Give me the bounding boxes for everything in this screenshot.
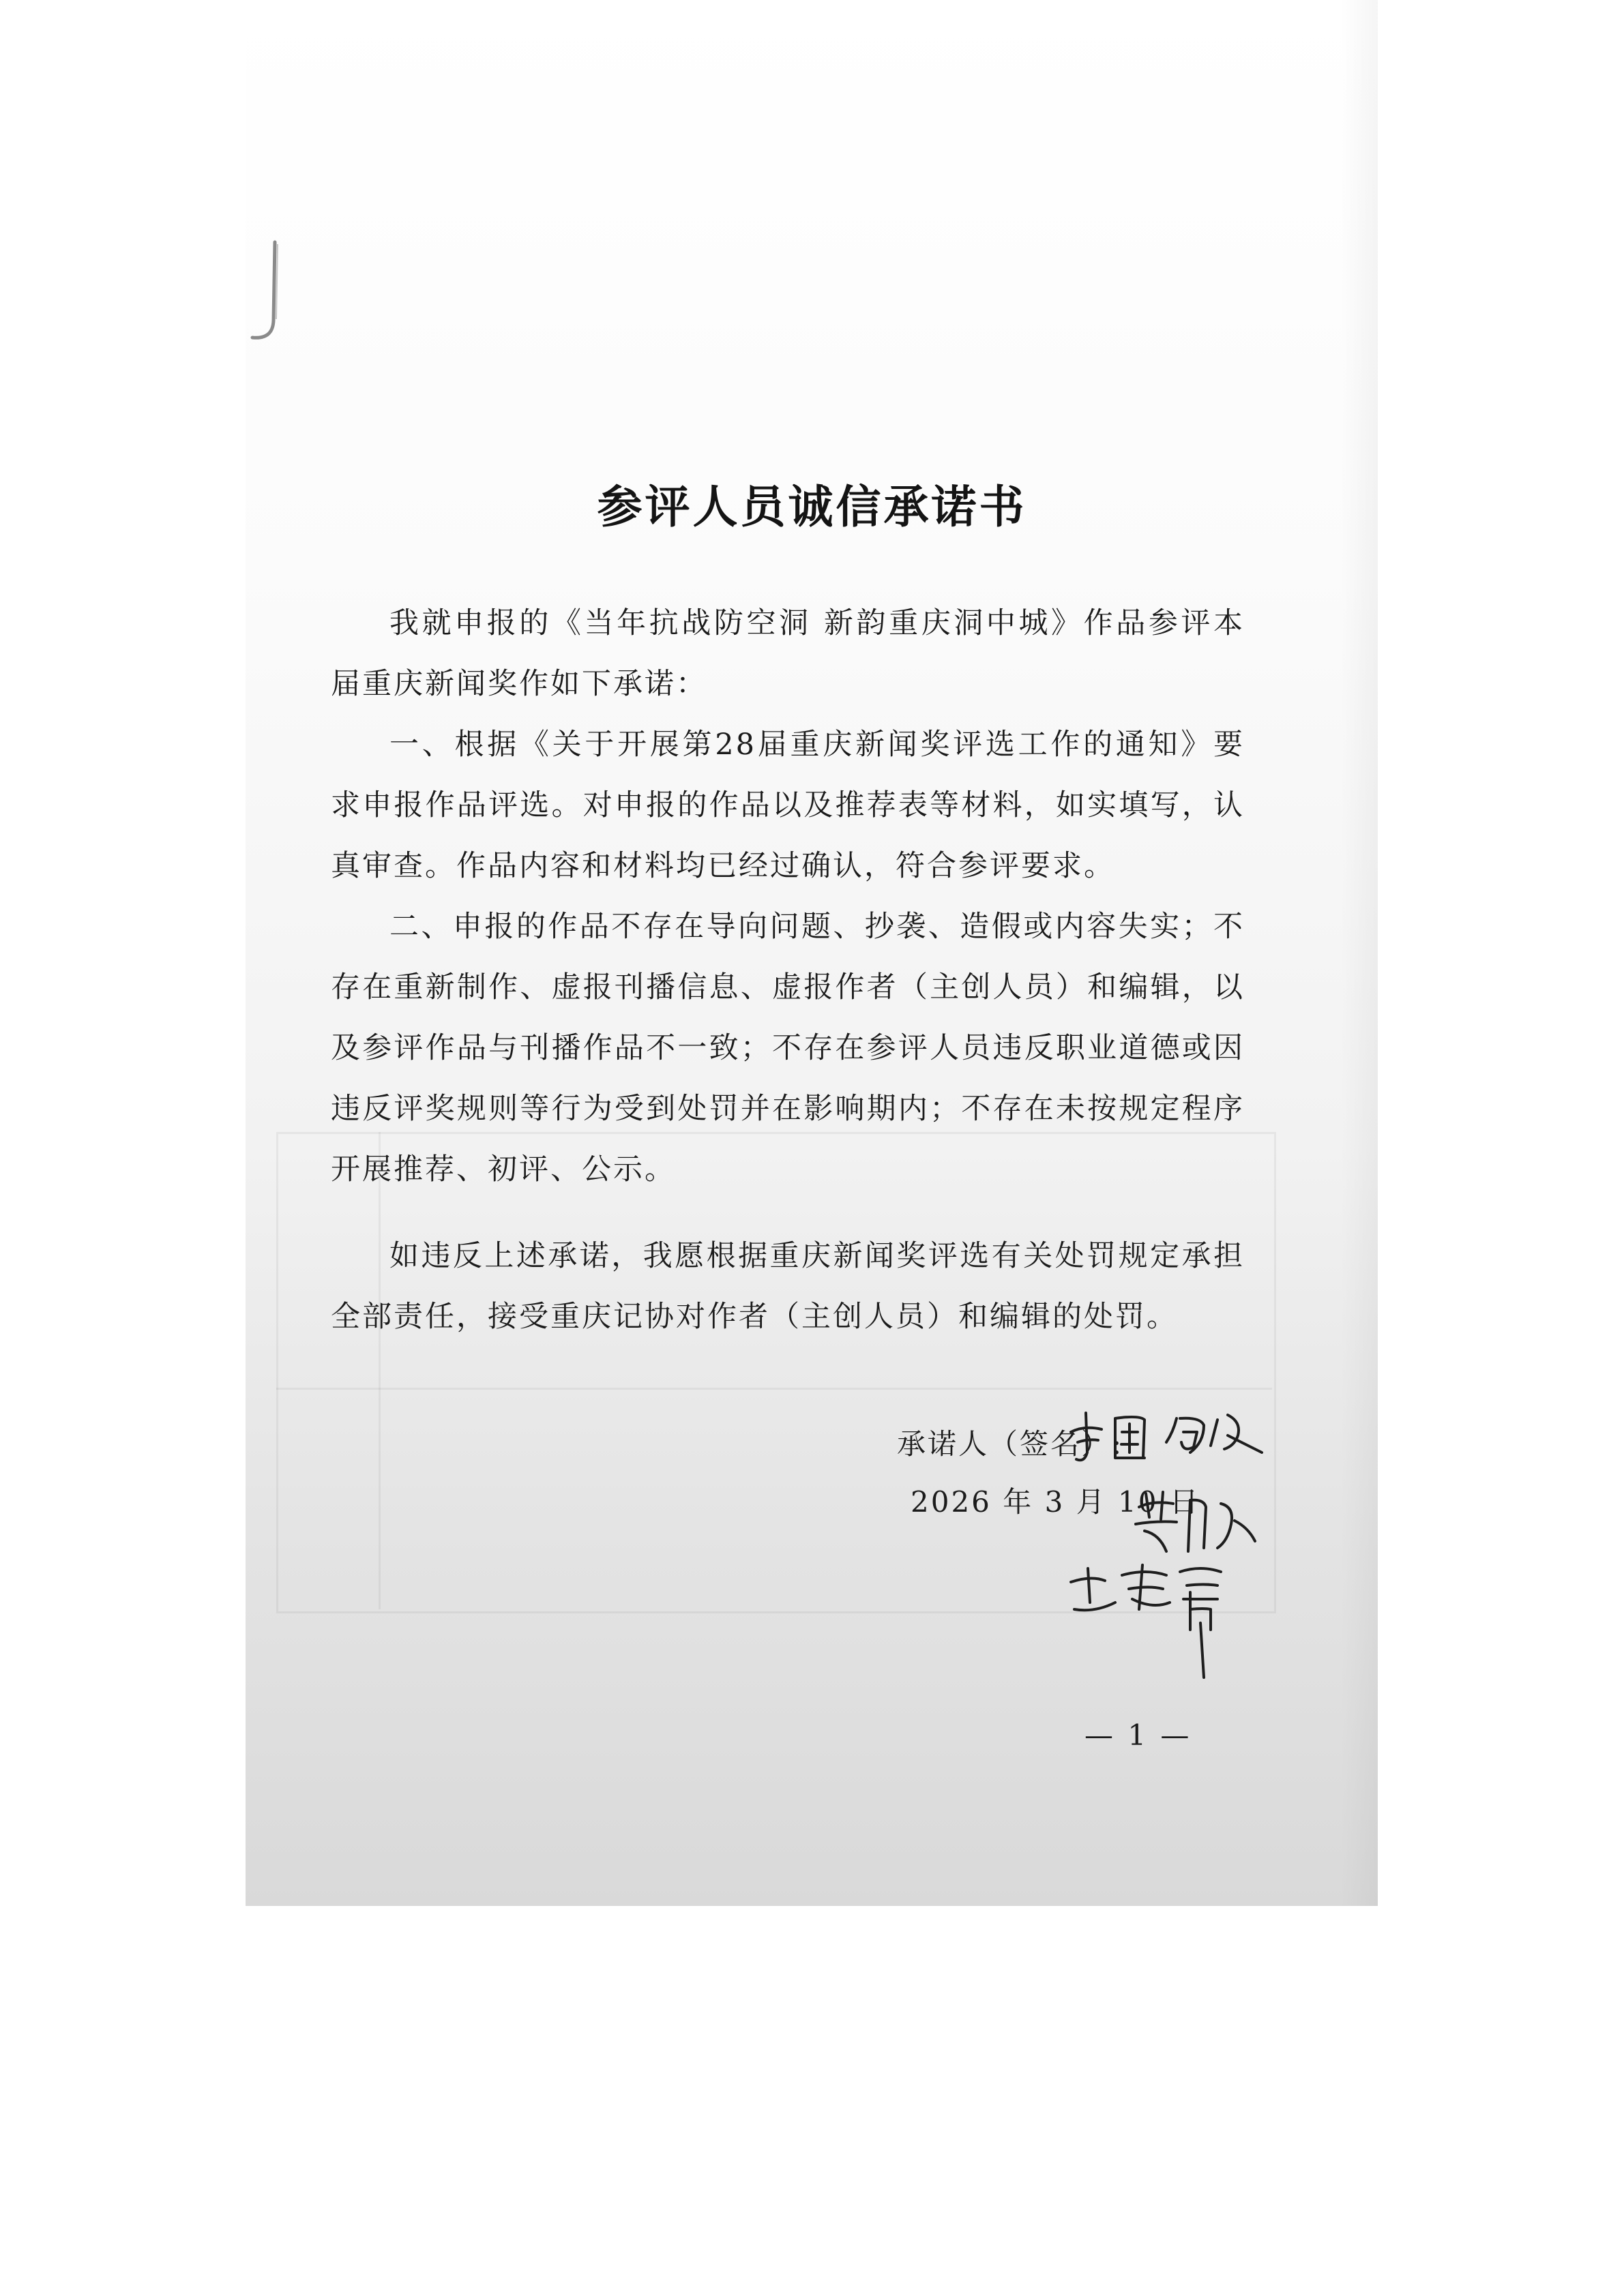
signer-label: 承诺人（签名）: (897, 1427, 1124, 1461)
clause-two: 二、申报的作品不存在导向问题、抄袭、造假或内容失实；不存在重新制作、虚报刊播信息、虚报作者（主创人员）和编辑，以及参评作品与刊播作品不一致；不存在参评人员违反职业道德或因违反评奖规则等行为受到处罚并在影响期内；不存在未按规定程序开展推荐、初评、公示。 (331, 910, 1245, 1187)
sheet-edge-shadow (1340, 0, 1378, 1906)
handwritten-signatures (1064, 1405, 1296, 1691)
page-number: — 1 — (1084, 1718, 1192, 1752)
clause-one: 一、根据《关于开展第28届重庆新闻奖评选工作的通知》要求申报作品评选。对申报的作品以及推荐表等材料，如实填写，认真审查。作品内容和材料均已经过确认，符合参评要求。 (331, 728, 1245, 883)
sign-date: 2026 年 3 月 10 日 (911, 1485, 1200, 1519)
breach-paragraph: 如违反上述承诺，我愿根据重庆新闻奖评选有关处罚规定承担全部责任，接受重庆记协对作者（主创人员）和编辑的处罚。 (331, 1239, 1245, 1334)
document-title: 参评人员诚信承诺书 (597, 481, 1027, 533)
intro-paragraph: 我就申报的《当年抗战防空洞 新韵重庆洞中城》作品参评本届重庆新闻奖作如下承诺： (331, 606, 1245, 701)
staple-mark-icon (242, 239, 283, 348)
show-through-line (276, 1388, 1272, 1390)
document-body (331, 593, 1245, 1347)
